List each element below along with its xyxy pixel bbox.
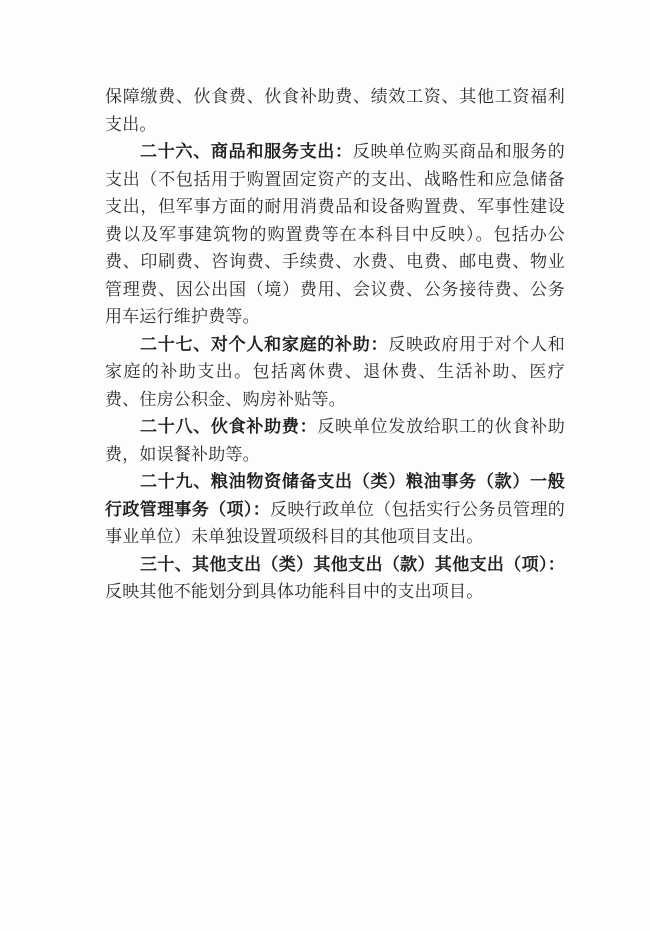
paragraph-heading: 二十九、粮油物资储备支出（类）粮油事务（款）一般行政管理事务（项）：	[105, 472, 565, 520]
document-body	[105, 84, 565, 607]
paragraph-item-30	[105, 552, 565, 607]
paragraph-text: 保障缴费、伙食费、伙食补助费、绩效工资、其他工资福利支出。	[105, 87, 565, 135]
paragraph-heading: 二十七、对个人和家庭的补助：	[140, 334, 389, 355]
paragraph-heading: 二十六、商品和服务支出：	[140, 142, 353, 162]
paragraph-heading: 二十八、伙食补助费：	[140, 417, 318, 437]
paragraph-text: 反映行政单位（包括实行公务员管理的事业单位）未单独设置项级科目的其他项目支出。	[105, 499, 565, 547]
paragraph-heading: 三十、其他支出（类）其他支出（款）其他支出（项）：	[140, 554, 565, 575]
paragraph-text: 反映其他不能划分到具体功能科目中的支出项目。	[105, 582, 484, 602]
paragraph-text: 反映单位购买商品和服务的支出（不包括用于购置固定资产的支出、战略性和应急储备支出，但军事方面的耐用消费品和设备购置费、军事性建设费以及军事建筑物的购置费等在本科目中反映）。包括办公费、印刷费、咨询费、手续费、水费、电费、邮电费、物业管理费、因公出国（境）费用、会议费、公务接待费、公务用车运行维护费等。	[105, 142, 565, 327]
paragraph-text: 反映政府用于对个人和家庭的补助支出。包括离休费、退休费、生活补助、医疗费、住房公积金、购房补贴等。	[105, 334, 565, 410]
paragraph-item-27	[105, 332, 565, 415]
paragraph-continuation	[105, 84, 565, 139]
paragraph-item-28	[105, 414, 565, 469]
paragraph-item-29	[105, 469, 565, 552]
paragraph-text: 反映单位发放给职工的伙食补助费，如误餐补助等。	[105, 417, 566, 465]
paragraph-item-26	[105, 139, 565, 332]
